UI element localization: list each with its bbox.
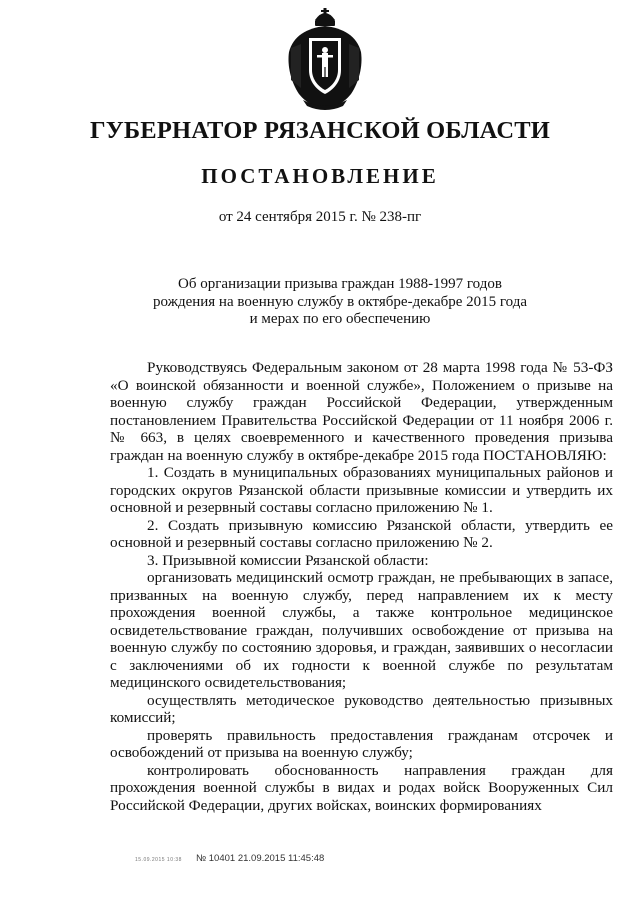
item-2-paragraph: 2. Создать призывную комиссию Рязанской области, утвердить ее основной и резервный составы согласно приложению № 2. [110,516,613,551]
document-subject [150,276,530,329]
item-1-paragraph: 1. Создать в муниципальных образованиях муниципальных районов и городских округов Рязанской области призывные комиссии и утвердить их основной и резервный составы согласно приложению № 1. [110,464,613,516]
registration-stamp [135,853,324,864]
registration-number: № 10401 21.09.2015 11:45:48 [195,853,325,864]
item-3-subparagraph: организовать медицинский осмотр граждан, не пребывающих в запасе, призванных на военную службу, перед направлением их к месту прохождения военной службы, а также контрольное медицинское освидетельствование граждан, получивших освобождение от призыва на военную службу по состоянию здоровья, и граждан, заявивших о несогласии с заключениями об их годности к военной службе по результатам медицинского освидетельствования; [110,569,613,691]
document-date-number: от 24 сентября 2015 г. № 238-пг [218,209,422,225]
footer-small-code: 15.09.2015 10:38 [135,857,182,863]
item-3-subparagraph: осуществлять методическое руководство деятельностью призывных комиссий; [110,691,613,726]
issuer-title: ГУБЕРНАТОР РЯЗАНСКОЙ ОБЛАСТИ [89,117,551,144]
subject-line: Об организации призыва граждан 1988-1997 годов [178,276,502,292]
preamble-paragraph: Руководствуясь Федеральным законом от 28 марта 1998 года № 53-ФЗ «О воинской обязанности и военной службе», Положением о призыве на военную службу граждан Российской Федерации, утвержденным постановлением Правительства Российской Федерации от 11 ноября 2006 г. № 663, в целях своевременного и качественного проведения призыва граждан на военную службу в октябре-декабре 2015 года ПОСТАНОВЛЯЮ: [110,359,613,464]
item-3-subparagraph: проверять правильность предоставления гражданам отсрочек и освобождений от призыва на военную службу; [110,726,613,761]
subject-line: рождения на военную службу в октябре-декабре 2015 года [152,293,528,310]
subject-line: и мерах по его обеспечению [249,311,431,327]
document-body [110,359,613,814]
item-3-heading: 3. Призывной комиссии Рязанской области: [147,551,429,569]
item-3-subparagraph: контролировать обоснованность направления граждан для прохождения военной службы в видах и родах войск Вооруженных Сил Российской Федерации, других войсках, воинских формированиях [110,761,613,814]
coat-of-arms-icon [285,8,365,112]
document-type: ПОСТАНОВЛЕНИЕ [201,164,439,188]
